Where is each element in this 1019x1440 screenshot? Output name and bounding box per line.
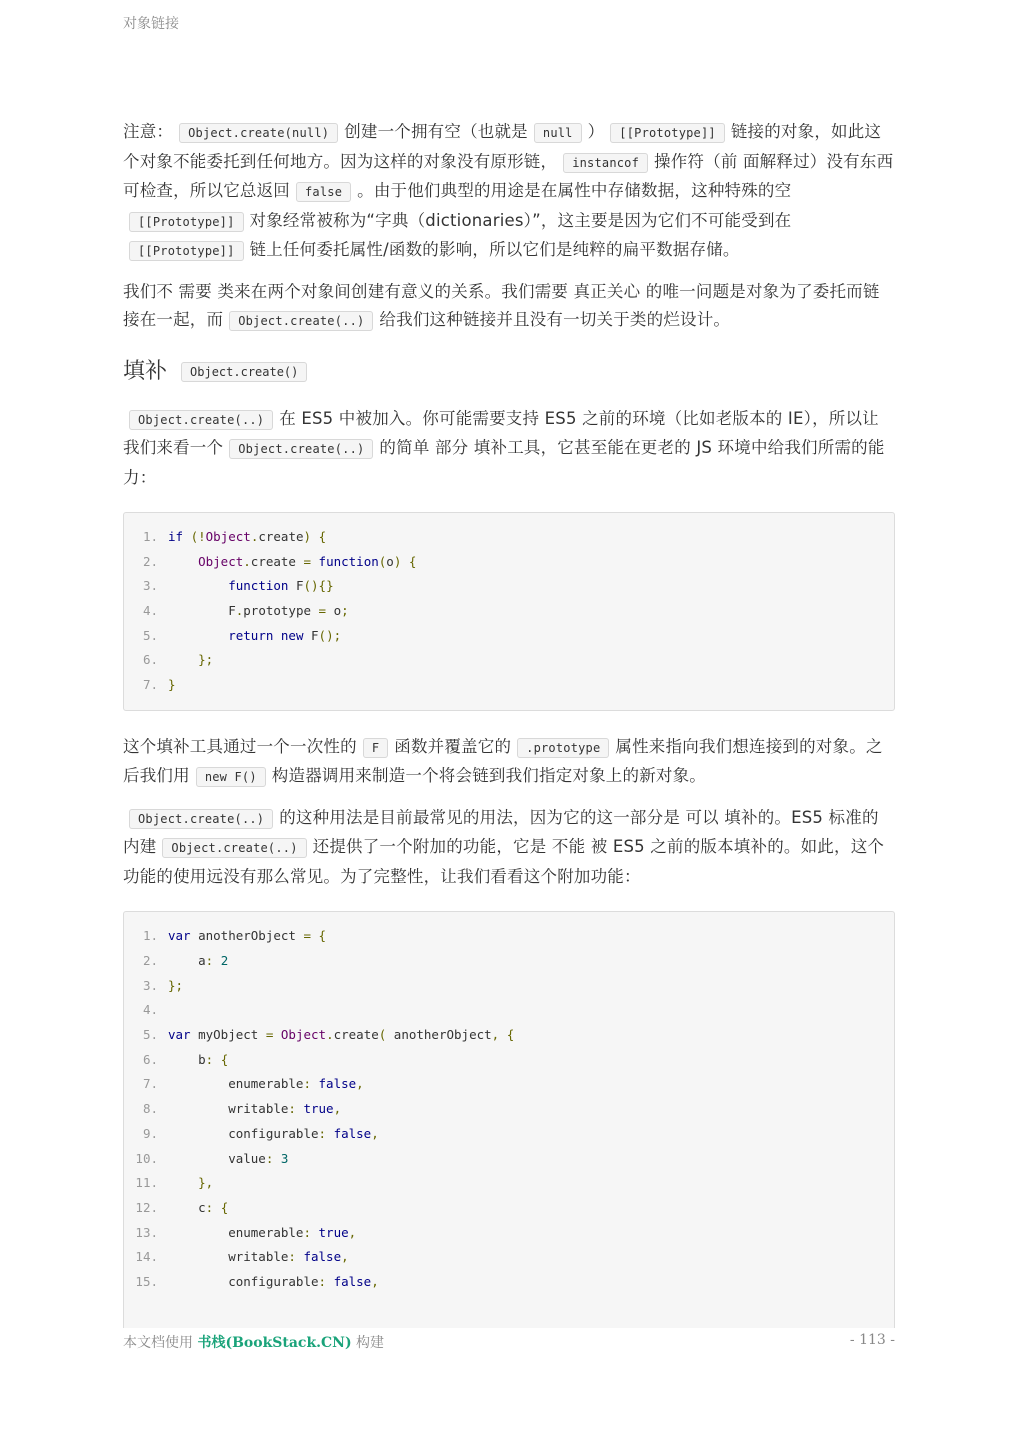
inline-code: .prototype bbox=[517, 738, 609, 758]
inline-code: new F() bbox=[196, 767, 266, 787]
inline-code: [[Prototype]] bbox=[610, 123, 725, 143]
code-line: 2. Object.create = function(o) { bbox=[124, 550, 894, 575]
text: 的简单 部分 填补工具，它甚至能在更老的 JS 环境中给我们所需的能力： bbox=[123, 438, 885, 487]
code-line bbox=[124, 998, 894, 1023]
paragraph-additional-feature bbox=[123, 804, 895, 892]
text: 操作符（前 面解释过）没有东西可检查，所以它总返回 bbox=[123, 151, 894, 200]
text: 链接的对象，如此这个对象不能委托到任何地方。因为这样的对象没有原形链， bbox=[123, 122, 882, 171]
code-line: 12. c: { bbox=[124, 1196, 894, 1221]
code-block-property-descriptors bbox=[123, 911, 895, 1328]
code-line: 5. return new F(); bbox=[124, 624, 894, 649]
inline-code: [[Prototype]] bbox=[129, 212, 244, 232]
line-number: 14. bbox=[135, 1249, 158, 1265]
paragraph-note bbox=[123, 118, 895, 266]
text: 给我们这种链接并且没有一切关于类的烂设计。 bbox=[379, 310, 731, 329]
code-line: 14. writable: false, bbox=[124, 1245, 894, 1270]
code-line: 3. }; bbox=[124, 974, 894, 999]
inline-code: Object.create(..) bbox=[129, 809, 273, 829]
code-line: 11. }, bbox=[124, 1171, 894, 1196]
inline-code: Object.create(..) bbox=[162, 838, 306, 858]
line-number: 3. bbox=[142, 578, 158, 594]
code-line: 3. function F(){} bbox=[124, 574, 894, 599]
inline-code: F bbox=[363, 738, 388, 758]
inline-code: Object.create(..) bbox=[229, 311, 373, 331]
line-number: 3. bbox=[142, 977, 158, 993]
inline-code: Object.create(..) bbox=[229, 439, 373, 459]
inline-code: null bbox=[534, 123, 582, 143]
line-number: 13. bbox=[135, 1224, 158, 1240]
text: 函数并覆盖它的 bbox=[394, 736, 512, 756]
inline-code: [[Prototype]] bbox=[129, 241, 244, 261]
line-number: 2. bbox=[142, 953, 158, 968]
text: 我们不 需要 类来在两个对象间创建有意义的关系。我们需要 真正关心 的唯一问题是对象为了委托而链接在一起，而 bbox=[123, 281, 880, 329]
text: 属性来指向我们想连接到的对象。之后我们用 bbox=[123, 736, 883, 786]
inline-code: instancof bbox=[563, 153, 648, 173]
code-line: 6. b: { bbox=[124, 1048, 894, 1073]
section-heading bbox=[123, 354, 895, 385]
paragraph-polyfill-explain bbox=[123, 733, 895, 792]
footer-text: 构建 bbox=[351, 1335, 385, 1351]
code-line: 7. enumerable: false, bbox=[124, 1072, 894, 1097]
line-number: 15. bbox=[135, 1273, 158, 1289]
text: 构造器调用来制造一个将会链到我们指定对象上的新对象。 bbox=[271, 766, 706, 786]
line-number: 1. bbox=[142, 928, 158, 944]
line-number: 5. bbox=[142, 1027, 158, 1043]
text: 这个填补工具通过一个一次性的 bbox=[123, 736, 357, 756]
code-line: 10. value: 3 bbox=[124, 1147, 894, 1172]
inline-code: Object.create(null) bbox=[179, 123, 338, 143]
text: 链上任何委托属性/函数的影响，所以它们是纯粹的扁平数据存储。 bbox=[249, 240, 740, 259]
line-number: 5. bbox=[142, 627, 158, 643]
code-line: 4. F.prototype = o; bbox=[124, 599, 894, 624]
paragraph-classes bbox=[123, 278, 895, 336]
page-content bbox=[123, 118, 895, 1350]
footer-text: 本文档使用 bbox=[123, 1335, 198, 1351]
inline-code: Object.create(..) bbox=[129, 410, 273, 430]
code-line: 1. if (!Object.create) { bbox=[124, 525, 894, 550]
code-line: 8. writable: true, bbox=[124, 1097, 894, 1122]
line-number: 6. bbox=[142, 1051, 158, 1067]
paragraph-polyfill-intro bbox=[123, 405, 895, 493]
code-line: 9. configurable: false, bbox=[124, 1122, 894, 1147]
line-number: 11. bbox=[135, 1175, 158, 1191]
code-line: 13. enumerable: true, bbox=[124, 1221, 894, 1246]
code-line: 15. configurable: false, bbox=[124, 1270, 894, 1295]
text: 。由于他们典型的用途是在属性中存储数据，这种特殊的空 bbox=[357, 181, 792, 200]
line-number: 7. bbox=[142, 1076, 158, 1092]
line-number: 4. bbox=[142, 1002, 158, 1018]
code-line: 7. } bbox=[124, 673, 894, 698]
code-line: 6. }; bbox=[124, 648, 894, 673]
heading-text: 填补 bbox=[123, 358, 168, 384]
inline-code: Object.create() bbox=[181, 362, 307, 382]
text: 对象经常被称为“字典（dictionaries）”，这主要是因为它们不可能受到在 bbox=[249, 210, 792, 230]
code-line: 2. a: 2 bbox=[124, 949, 894, 974]
code-line: 5. var myObject = Object.create( anotherObject, { bbox=[124, 1023, 894, 1048]
text: 创建一个拥有空（也就是 bbox=[344, 122, 528, 141]
line-number: 10. bbox=[135, 1150, 158, 1166]
text: 的这种用法是目前最常见的用法，因为它的这一部分是 可以 填补的。ES5 标准的内建 bbox=[123, 807, 879, 857]
line-number: 6. bbox=[142, 652, 158, 668]
line-number: 7. bbox=[142, 677, 158, 693]
line-number: 12. bbox=[135, 1199, 158, 1215]
line-number: 2. bbox=[142, 553, 158, 569]
line-number: 4. bbox=[142, 603, 158, 619]
code-line: 1. var anotherObject = { bbox=[124, 924, 894, 949]
line-number: 1. bbox=[142, 529, 158, 544]
text: 注意： bbox=[123, 122, 174, 141]
running-header: 对象链接 bbox=[123, 16, 179, 32]
page-number: - 113 - bbox=[849, 1332, 895, 1348]
footer-brand-link[interactable]: 书栈(BookStack.CN) bbox=[197, 1335, 352, 1351]
line-number: 9. bbox=[142, 1125, 158, 1141]
text: ） bbox=[587, 122, 605, 141]
line-number: 8. bbox=[142, 1101, 158, 1117]
page-footer bbox=[123, 1332, 895, 1352]
code-block-polyfill bbox=[123, 512, 895, 711]
text: 还提供了一个附加的功能，它是 不能 被 ES5 之前的版本填补的。如此，这个功能的使用远没有那么常见。为了完整性，让我们看看这个附加功能： bbox=[123, 837, 885, 886]
inline-code: false bbox=[296, 182, 351, 202]
text: 在 ES5 中被加入。你可能需要支持 ES5 之前的环境（比如老版本的 IE），所以让我们来看一个 bbox=[123, 408, 879, 457]
